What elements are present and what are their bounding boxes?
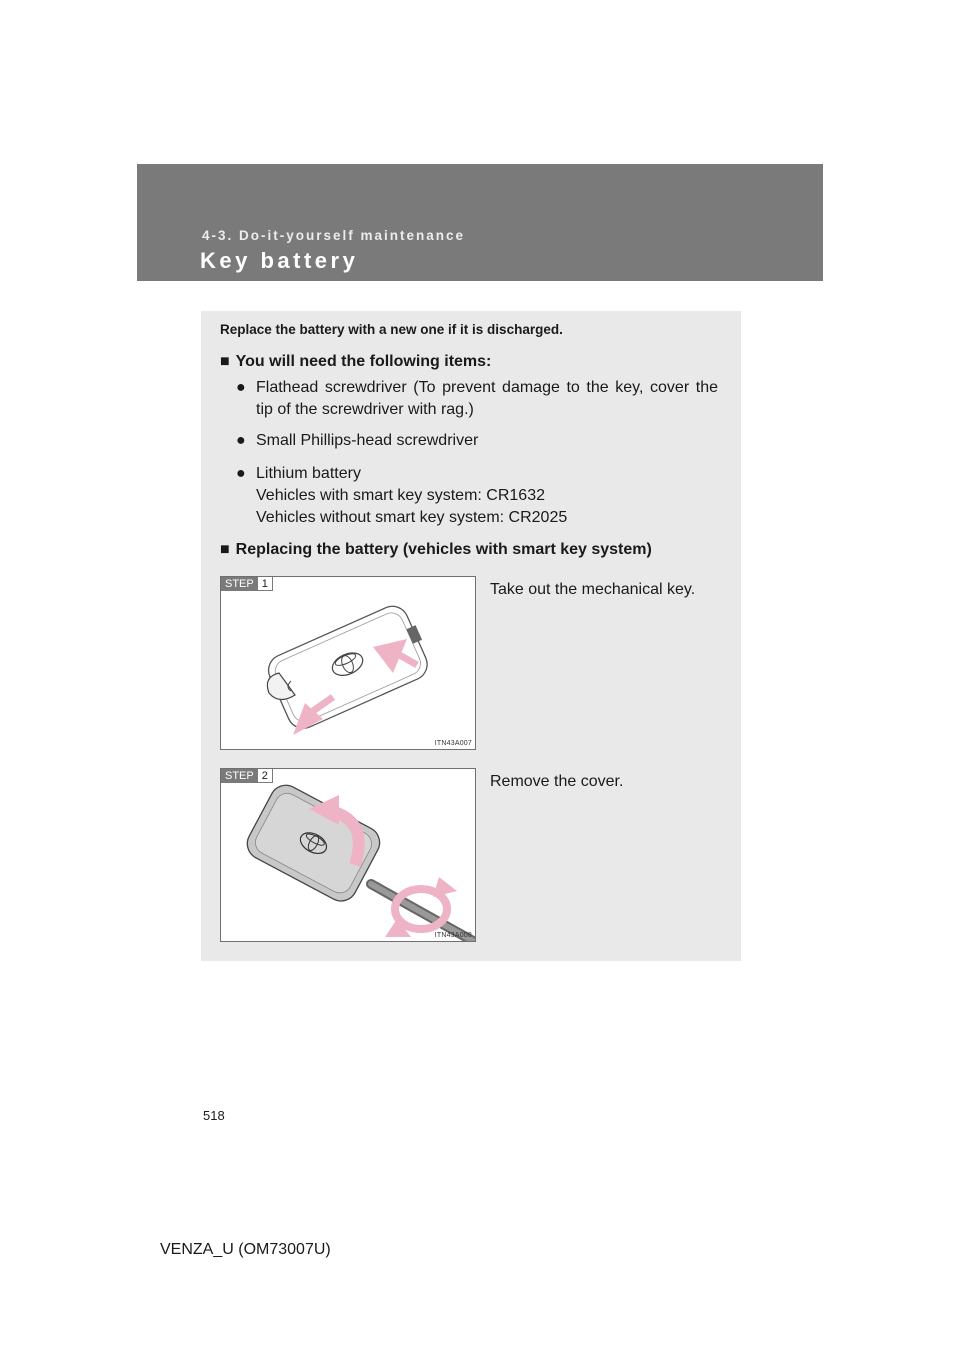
- items-heading-text: You will need the following items:: [235, 353, 492, 370]
- figure-code: ITN43A008: [434, 932, 472, 939]
- step-1-instruction: Take out the mechanical key.: [490, 581, 696, 598]
- footer-model: VENZA_U (OM73007U): [160, 1241, 331, 1258]
- list-item: [236, 377, 718, 421]
- list-item: [236, 463, 718, 529]
- page-number: 518: [203, 1108, 225, 1123]
- battery-line: Vehicles without smart key system: CR2025: [256, 509, 568, 526]
- list-item-text: Lithium battery: [256, 465, 361, 482]
- step-1-figure: [220, 576, 476, 750]
- step-word: STEP: [221, 577, 258, 591]
- smart-key-illustration: [221, 577, 475, 749]
- step-badge: [221, 577, 273, 591]
- list-item-text: Flathead screwdriver (To prevent damage to the key, cover the tip of the screwdriver with rag.): [256, 379, 718, 418]
- list-item: [236, 430, 718, 452]
- dot-bullet-icon: ●: [236, 432, 246, 449]
- step-2-instruction: Remove the cover.: [490, 773, 624, 790]
- step-number: 1: [258, 577, 273, 591]
- step-badge: [221, 769, 273, 783]
- intro-text: Replace the battery with a new one if it is discharged.: [220, 322, 563, 337]
- section-header: [137, 164, 823, 281]
- square-bullet-icon: ■: [220, 541, 230, 558]
- remove-cover-illustration: [221, 769, 475, 941]
- replace-heading-text: Replacing the battery (vehicles with smart key system): [235, 541, 652, 558]
- step-word: STEP: [221, 769, 258, 783]
- step-number: 2: [258, 769, 273, 783]
- figure-code: ITN43A007: [434, 740, 472, 747]
- battery-line: Vehicles with smart key system: CR1632: [256, 487, 545, 504]
- dot-bullet-icon: ●: [236, 379, 246, 396]
- content-box: [201, 311, 741, 961]
- items-heading: [220, 353, 491, 371]
- step-2-figure: [220, 768, 476, 942]
- replace-heading: [220, 541, 652, 559]
- square-bullet-icon: ■: [220, 353, 230, 370]
- section-label: 4-3. Do-it-yourself maintenance: [202, 228, 466, 243]
- dot-bullet-icon: ●: [236, 465, 246, 482]
- page-title: Key battery: [200, 248, 359, 273]
- list-item-text: Small Phillips-head screwdriver: [256, 432, 479, 449]
